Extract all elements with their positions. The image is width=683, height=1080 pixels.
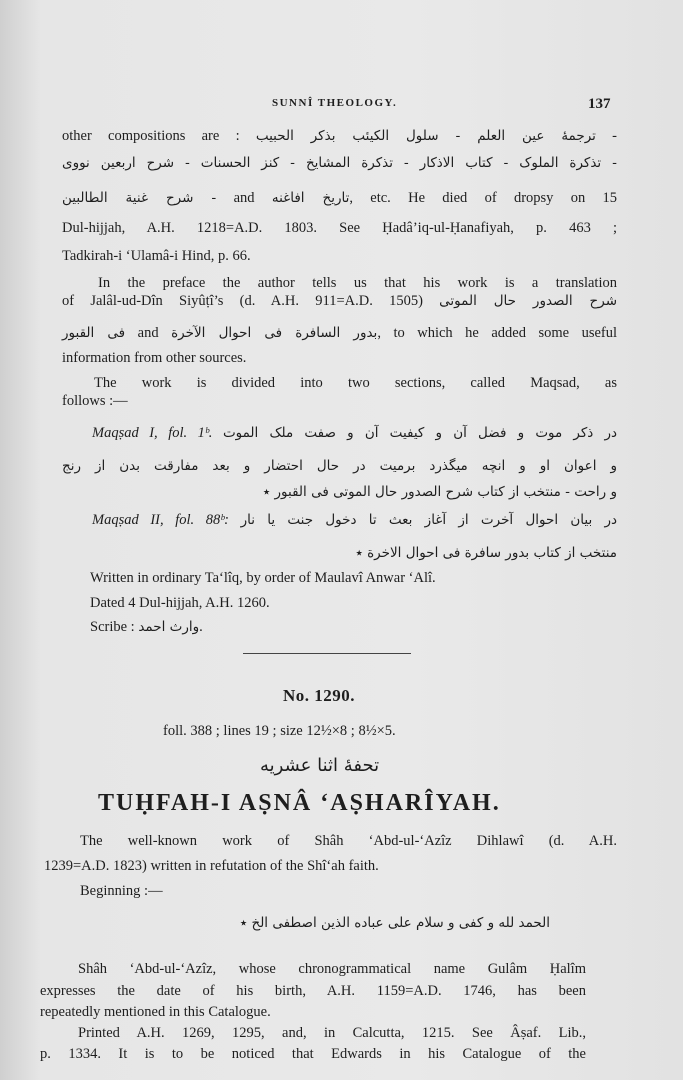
maqsad-2-line: Maqṣad II, fol. 88ᵇ: در بیان احوال آخرت از آغاز بعث تا دخول جنت یا نار [92, 512, 618, 528]
text-line: In the preface the author tells us that his work is a translation [98, 275, 617, 291]
text-line: other compositions are : ترجمهٔ عین العلم - سلول الکیئب بذکر الحبیب - [62, 128, 618, 144]
text-line: - شرح غنیة الطالبین and تاریخ افاغنه, etc. He died of dropsy on 15 [62, 190, 618, 206]
text-line: Written in ordinary Ta‘lîq, by order of Maulavî Anwar ‘Alî. [90, 570, 436, 586]
beginning-arabic: الحمد لله و کفی و سلام علی عباده الذین اصطفی الخ ٭ [239, 915, 550, 931]
text-line: of Jalâl-ud-Dîn Siyûṭî’s (d. A.H. 911=A.D. 1505) شرح الصدور حال الموتی [62, 293, 618, 309]
arabic-title: تحفۀ اثنا عشریه [260, 755, 380, 776]
text-line: 1239=A.D. 1823) written in refutation of the Shî‘ah faith. [44, 858, 379, 874]
text-line: expresses the date of his birth, A.H. 1159=A.D. 1746, has been [40, 983, 586, 999]
arabic-line: و اعوان او و انچه میگذرد برمیت در حال احتضار و بعد مفارقت بدن از رنج [62, 458, 617, 474]
text-line: Shâh ‘Abd-ul-‘Azîz, whose chronogrammatical name Gulâm Ḥalîm [78, 961, 586, 977]
text-line: Dul-hijjah, A.H. 1218=A.D. 1803. See Ḥadâ’iq-ul-Ḥanafiyah, p. 463 ; [62, 220, 617, 236]
text-line: Printed A.H. 1269, 1295, and, in Calcutta, 1215. See Âṣaf. Lib., [78, 1025, 586, 1041]
text-line: p. 1334. It is to be noticed that Edwards in his Catalogue of the [40, 1046, 586, 1062]
arabic-line: منتخب از کتاب بدور سافرة فی احوال الاخرة ٭ [355, 545, 617, 561]
text-line: فی القبور and بدور السافرة فی احوال الآخرة, to which he added some useful [62, 325, 618, 341]
text-line: The well-known work of Shâh ‘Abd-ul-‘Azîz Dihlawî (d. A.H. [80, 833, 617, 849]
text-line: Scribe : وارث احمد. [90, 619, 203, 635]
section-divider [243, 653, 411, 654]
text-line: information from other sources. [62, 350, 247, 366]
entry-number: No. 1290. [283, 686, 356, 705]
text-line: follows :— [62, 393, 128, 409]
arabic-line: و راحت - منتخب از کتاب شرح الصدور حال الموتی فی القبور ٭ [262, 484, 617, 500]
text-line: Tadkirah-i ‘Ulamâ-i Hind, p. 66. [62, 248, 251, 264]
text-line: Dated 4 Dul-hijjah, A.H. 1260. [90, 595, 270, 611]
arabic-line: - تذکرة الملوک - کتاب الاذکار - تذکرة المشایخ - کنز الحسنات - شرح اربعین نووی [62, 155, 617, 171]
text-line: The work is divided into two sections, called Maqsad, as [94, 375, 617, 391]
beginning-label: Beginning :— [80, 883, 163, 899]
text-line: repeatedly mentioned in this Catalogue. [40, 1004, 271, 1020]
folio-info: foll. 388 ; lines 19 ; size 12½×8 ; 8½×5. [163, 723, 396, 739]
work-title: TUḤFAH-I AṢNÂ ‘AṢHARÎYAH. [98, 790, 501, 816]
running-title: SUNNÎ THEOLOGY. [272, 97, 398, 109]
page-number: 137 [588, 96, 611, 112]
maqsad-1-line: Maqṣad I, fol. 1ᵇ. در ذکر موت و فضل آن و کیفیت آن و صفت ملک الموت [92, 425, 617, 441]
